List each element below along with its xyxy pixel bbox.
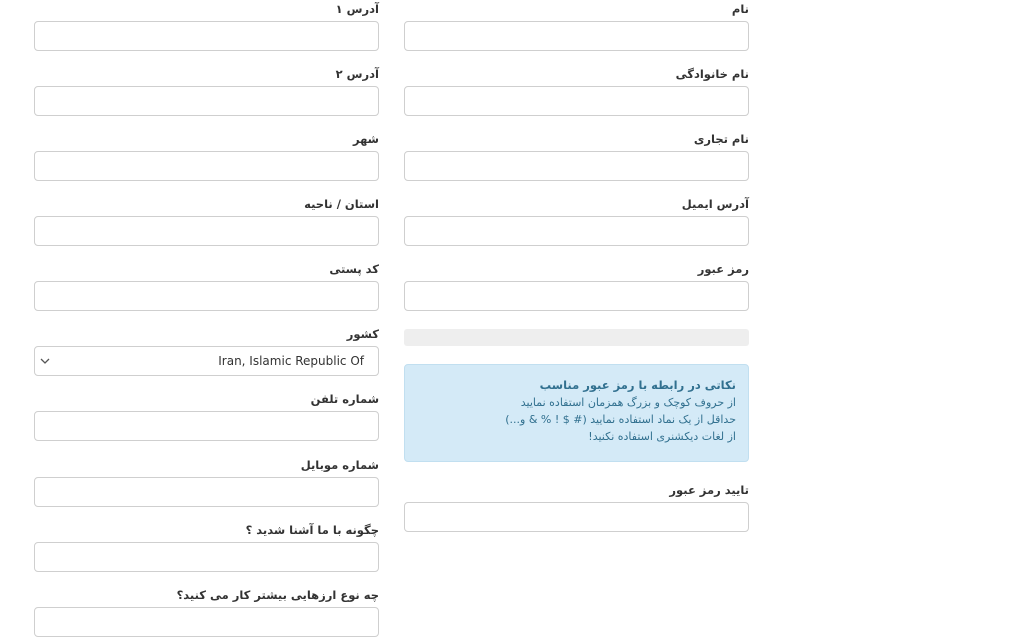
password-strength-bar bbox=[404, 329, 749, 346]
confirm-password-label: تایید رمز عبور bbox=[669, 483, 749, 497]
phone-label: شماره تلفن bbox=[310, 392, 379, 406]
password-tip-line: از حروف کوچک و بزرگ همزمان استفاده نمایید bbox=[520, 396, 736, 409]
password-tips-box bbox=[404, 364, 749, 462]
email-input[interactable] bbox=[404, 216, 749, 246]
password-tip-line: از لغات دیکشنری استفاده نکنید! bbox=[588, 430, 736, 443]
city-input[interactable] bbox=[34, 151, 379, 181]
password-label: رمز عبور bbox=[697, 262, 749, 276]
referral-label: چگونه با ما آشنا شدید ؟ bbox=[245, 523, 379, 537]
confirm-password-input[interactable] bbox=[404, 502, 749, 532]
address2-label: آدرس ۲ bbox=[335, 67, 379, 81]
password-tip-line: حداقل از یک نماد استفاده نمایید (# $ ! % & و...) bbox=[505, 413, 736, 426]
country-select[interactable] bbox=[34, 346, 379, 376]
password-input[interactable] bbox=[404, 281, 749, 311]
first-name-input[interactable] bbox=[404, 21, 749, 51]
company-name-input[interactable] bbox=[404, 151, 749, 181]
currencies-label: چه نوع ارزهایی بیشتر کار می کنید؟ bbox=[176, 588, 379, 602]
password-tips-title: نکاتی در رابطه با رمز عبور مناسب bbox=[539, 378, 736, 392]
mobile-label: شماره موبایل bbox=[300, 458, 379, 472]
country-label: کشور bbox=[346, 327, 379, 341]
address2-input[interactable] bbox=[34, 86, 379, 116]
address1-input[interactable] bbox=[34, 21, 379, 51]
email-label: آدرس ایمیل bbox=[681, 197, 749, 211]
last-name-label: نام خانوادگی bbox=[675, 67, 749, 81]
country-selected-value: Iran, Islamic Republic Of bbox=[218, 354, 364, 368]
address1-label: آدرس ۱ bbox=[335, 2, 379, 16]
phone-input[interactable] bbox=[34, 411, 379, 441]
postcode-label: کد پستی bbox=[329, 262, 379, 276]
company-name-label: نام تجاری bbox=[693, 132, 749, 146]
state-label: استان / ناحیه bbox=[304, 197, 379, 211]
mobile-input[interactable] bbox=[34, 477, 379, 507]
state-input[interactable] bbox=[34, 216, 379, 246]
referral-input[interactable] bbox=[34, 542, 379, 572]
currencies-input[interactable] bbox=[34, 607, 379, 637]
last-name-input[interactable] bbox=[404, 86, 749, 116]
chevron-down-icon bbox=[39, 355, 51, 367]
postcode-input[interactable] bbox=[34, 281, 379, 311]
first-name-label: نام bbox=[731, 2, 749, 16]
city-label: شهر bbox=[352, 132, 379, 146]
